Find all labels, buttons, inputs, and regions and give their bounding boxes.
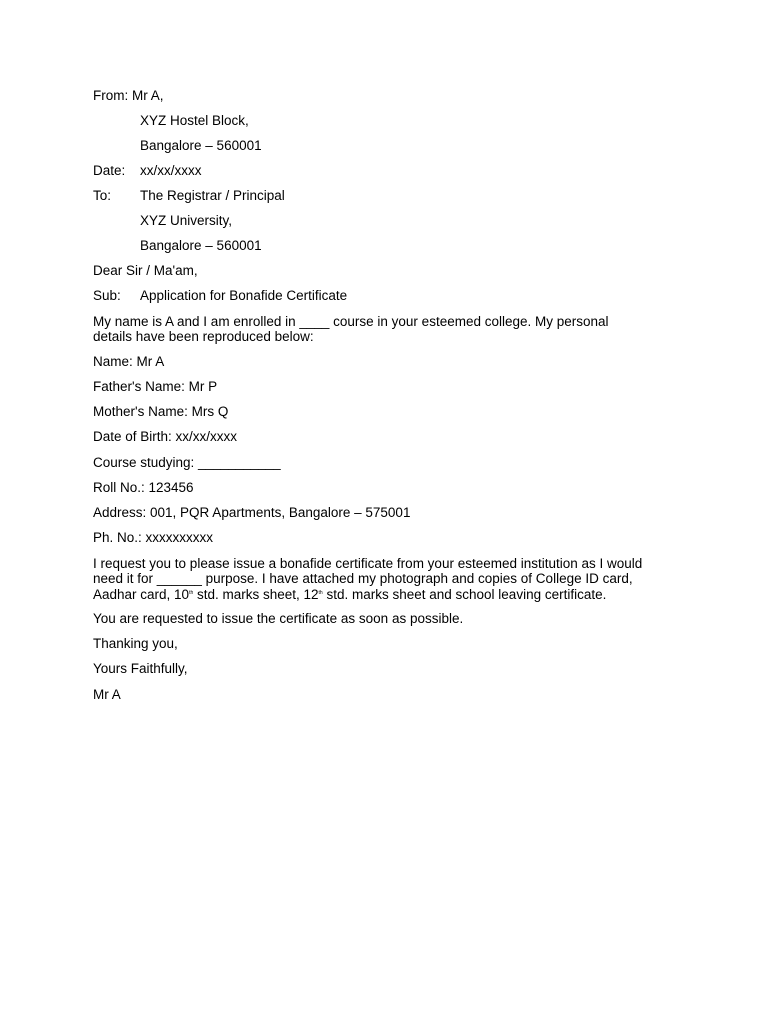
intro-line1: My name is A and I am enrolled in ____ course in your esteemed college. My personal — [93, 314, 609, 329]
to-address-line1: XYZ University, — [140, 213, 233, 228]
to-label: To: — [93, 188, 112, 203]
from-name: Mr A, — [132, 88, 164, 103]
subject-value: Application for Bonafide Certificate — [140, 288, 348, 303]
request-line1: I request you to please issue a bonafide certificate from your esteemed institution as I would — [93, 556, 643, 571]
subject-line — [93, 288, 493, 304]
detail-mother: Mother's Name: Mrs Q — [93, 404, 229, 419]
salutation: Dear Sir / Ma'am, — [93, 263, 198, 278]
closing-urge: You are requested to issue the certificate as soon as possible. — [93, 611, 464, 626]
closing-thanks: Thanking you, — [93, 636, 178, 651]
intro-line2: details have been reproduced below: — [93, 329, 314, 344]
detail-phone: Ph. No.: xxxxxxxxxx — [93, 530, 214, 545]
to-recipient: The Registrar / Principal — [140, 188, 285, 203]
from-line — [93, 88, 164, 104]
to-address-line2: Bangalore – 560001 — [140, 238, 262, 253]
request-line3-part3: std. marks sheet and school leaving certificate. — [322, 587, 607, 602]
from-address-line2: Bangalore – 560001 — [140, 138, 262, 153]
subject-label: Sub: — [93, 288, 121, 303]
from-label: From: — [93, 88, 129, 103]
to-line — [93, 188, 393, 204]
request-line3-part1: Aadhar card, 10 — [93, 587, 190, 602]
closing-signoff: Yours Faithfully, — [93, 661, 188, 676]
detail-address: Address: 001, PQR Apartments, Bangalore – 575001 — [93, 505, 411, 520]
request-line3 — [93, 587, 606, 603]
from-address-line1: XYZ Hostel Block, — [140, 113, 249, 128]
date-label: Date: — [93, 163, 126, 178]
detail-roll: Roll No.: 123456 — [93, 480, 194, 495]
request-line2: need it for ______ purpose. I have attached my photograph and copies of College ID card, — [93, 571, 633, 586]
detail-name: Name: Mr A — [93, 354, 165, 369]
date-line — [93, 163, 393, 179]
date-value: xx/xx/xxxx — [140, 163, 202, 178]
request-line3-sup1: th — [189, 590, 194, 596]
detail-course: Course studying: ___________ — [93, 455, 281, 470]
request-line3-sup2: th — [318, 590, 323, 596]
signature: Mr A — [93, 687, 121, 702]
request-line3-part2: std. marks sheet, 12 — [193, 587, 319, 602]
detail-dob: Date of Birth: xx/xx/xxxx — [93, 429, 238, 444]
detail-father: Father's Name: Mr P — [93, 379, 218, 394]
